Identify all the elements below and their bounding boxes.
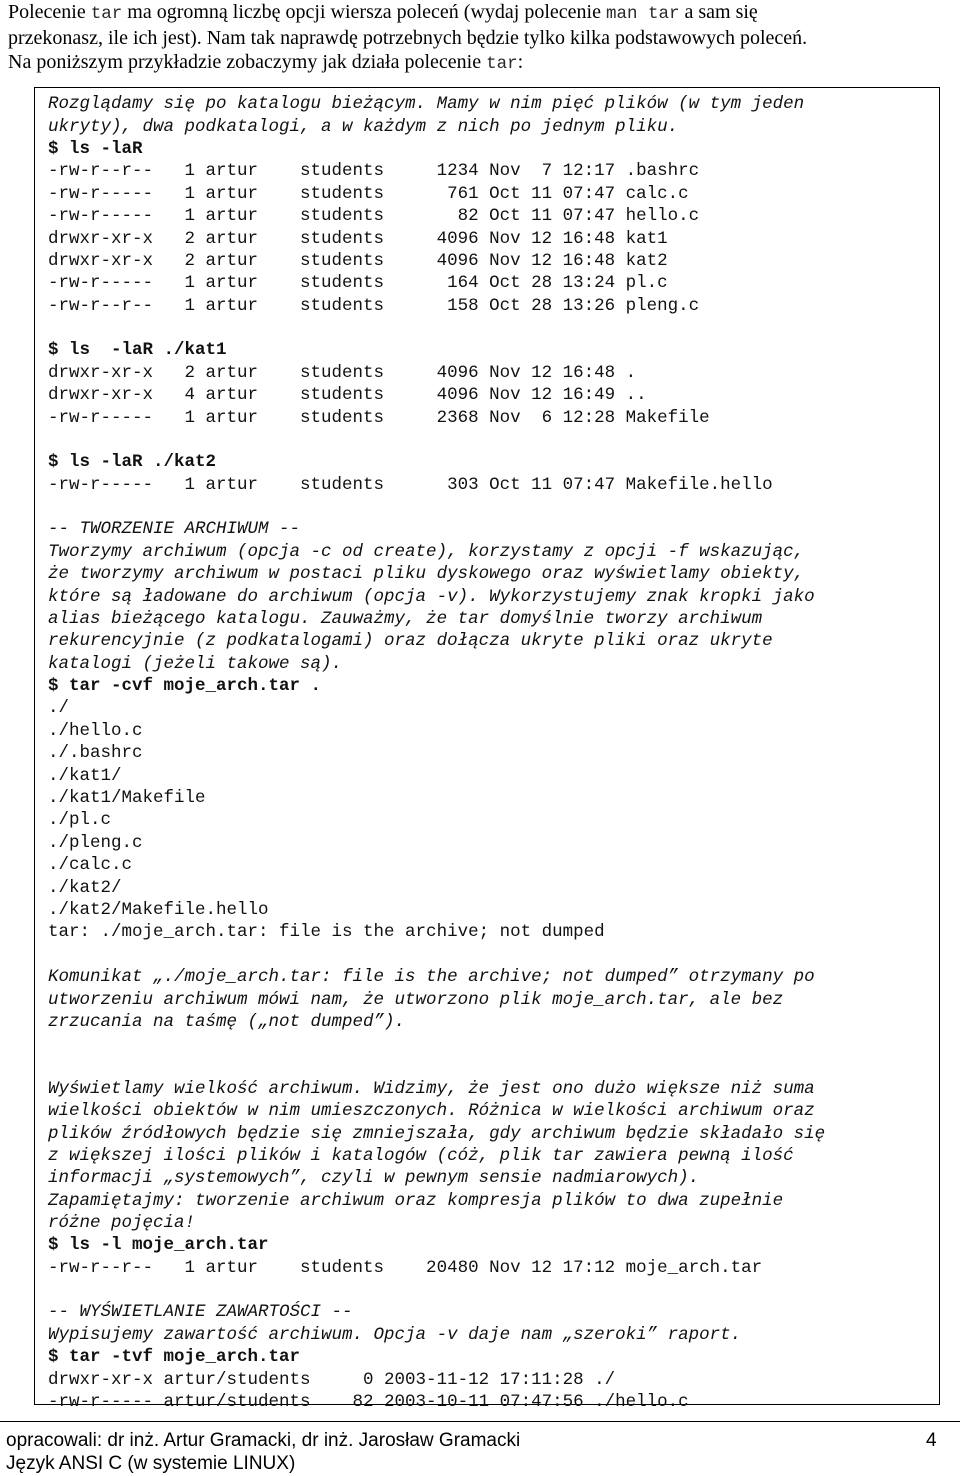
command-line: $ ls -laR [48,139,143,159]
comment-line: z większej ilości plików i katalogów (cóż, plik tar zawiera pewną ilość [48,1146,794,1166]
comment-line: katalogi (jeżeli takowe są). [48,654,343,674]
output-line: drwxr-xr-x artur/students 0 2003-11-12 17:11:28 ./ [48,1370,616,1390]
comment-line: wielkości obiektów w nim umieszczonych. Różnica w wielkości archiwum oraz [48,1101,815,1121]
comment-line: informacji „systemowych”, czyli w pewnym sensie nadmiarowych). [48,1168,700,1188]
comment-line: Tworzymy archiwum (opcja -c od create), korzystamy z opcji -f wskazując, [48,542,805,562]
footer-course: Język ANSI C (w systemie LINUX) [6,1453,296,1474]
footer-divider [0,1421,960,1422]
output-line: ./pl.c [48,810,112,830]
comment-line: zrzucania na taśmę („not dumped”). [48,1012,406,1032]
command-line: $ ls -laR ./kat2 [48,452,217,472]
output-line: -rw-r--r-- 1 artur students 20480 Nov 12 17:12 moje_arch.tar [48,1258,763,1278]
command-line: $ ls -laR ./kat1 [48,340,227,360]
output-line: drwxr-xr-x 2 artur students 4096 Nov 12 16:48 . [48,363,637,383]
page-number: 4 [926,1430,937,1451]
output-line: -rw-r----- 1 artur students 164 Oct 28 13:24 pl.c [48,273,668,293]
output-line: -rw-r--r-- 1 artur students 1234 Nov 7 12:17 .bashrc [48,161,700,181]
output-line: drwxr-xr-x 2 artur students 4096 Nov 12 16:48 kat2 [48,251,668,271]
output-line: -rw-r----- 1 artur students 82 Oct 11 07:47 hello.c [48,206,700,226]
comment-line: różne pojęcia! [48,1213,196,1233]
output-line: ./calc.c [48,855,133,875]
section-heading: -- TWORZENIE ARCHIWUM -- [48,519,301,539]
section-heading: -- WYŚWIETLANIE ZAWARTOŚCI -- [48,1302,353,1322]
comment-line: ukryty), dwa podkatalogi, a w każdym z nich po jednym pliku. [48,117,679,137]
output-line: drwxr-xr-x 4 artur students 4096 Nov 12 16:49 .. [48,385,647,405]
command-line: $ ls -l moje_arch.tar [48,1235,269,1255]
intro-text: a sam się [679,1,758,23]
command-line: $ tar -tvf moje_arch.tar [48,1347,301,1367]
output-line: ./kat1/Makefile [48,788,206,808]
intro-code: tar [90,4,123,24]
intro-text: : [517,51,524,73]
output-line: ./hello.c [48,721,143,741]
intro-line-2: przekonasz, ile ich jest). Nam tak naprawdę potrzebnych będzie tylko kilka podstawowych poleceń. [8,27,808,49]
command-line: $ tar -cvf moje_arch.tar . [48,676,322,696]
output-line: ./pleng.c [48,833,143,853]
comment-line: Wyświetlamy wielkość archiwum. Widzimy, że jest ono dużo większe niż suma [48,1079,815,1099]
output-line: -rw-r----- 1 artur students 761 Oct 11 07:47 calc.c [48,184,689,204]
comment-line: Zapamiętajmy: tworzenie archiwum oraz kompresja plików to dwa zupełnie [48,1191,784,1211]
intro-text: ma ogromną liczbę opcji wiersza poleceń (wydaj polecenie [122,1,606,23]
output-line: tar: ./moje_arch.tar: file is the archive; not dumped [48,922,605,942]
comment-line: rekurencyjnie (z podkatalogami) oraz dołącza ukryte pliki oraz ukryte [48,631,773,651]
output-line: -rw-r----- artur/students 82 2003-10-11 07:47:56 ./hello.c [48,1392,689,1412]
output-line: -rw-r----- 1 artur students 303 Oct 11 07:47 Makefile.hello [48,475,773,495]
output-line: drwxr-xr-x 2 artur students 4096 Nov 12 16:48 kat1 [48,229,668,249]
footer-authors: opracowali: dr inż. Artur Gramacki, dr inż. Jarosław Gramacki [6,1430,521,1451]
comment-line: które są ładowane do archiwum (opcja -v). Wykorzystujemy znak kropki jako [48,587,815,607]
output-line: ./ [48,698,70,718]
output-line: ./kat1/ [48,766,122,786]
intro-code: tar [486,54,518,74]
comment-line: Rozglądamy się po katalogu bieżącym. Mamy w nim pięć plików (w tym jeden [48,94,805,114]
comment-line: Wypisujemy zawartość archiwum. Opcja -v daje nam „szeroki” raport. [48,1325,742,1345]
intro-text: Na poniższym przykładzie zobaczymy jak działa polecenie [8,51,487,73]
comment-line: utworzeniu archiwum mówi nam, że utworzono plik moje_arch.tar, ale bez [48,990,784,1010]
output-line: ./.bashrc [48,743,143,763]
comment-line: alias bieżącego katalogu. Zauważmy, że tar domyślnie tworzy archiwum [48,609,763,629]
output-line: ./kat2/ [48,878,122,898]
comment-line: że tworzymy archiwum w postaci pliku dyskowego oraz wyświetlamy obiekty, [48,564,805,584]
intro-line-1 [8,0,958,26]
output-line: ./kat2/Makefile.hello [48,900,269,920]
comment-line: Komunikat „./moje_arch.tar: file is the archive; not dumped” otrzymany po [48,967,815,987]
intro-code: man tar [605,4,680,24]
intro-paragraph [8,0,958,76]
intro-text: Polecenie [8,1,91,23]
intro-line-3 [8,50,958,76]
output-line: -rw-r----- 1 artur students 2368 Nov 6 12:28 Makefile [48,408,710,428]
output-line: -rw-r--r-- 1 artur students 158 Oct 28 13:26 pleng.c [48,296,700,316]
comment-line: plików źródłowych będzie się zmniejszała, gdy archiwum będzie składało się [48,1124,826,1144]
